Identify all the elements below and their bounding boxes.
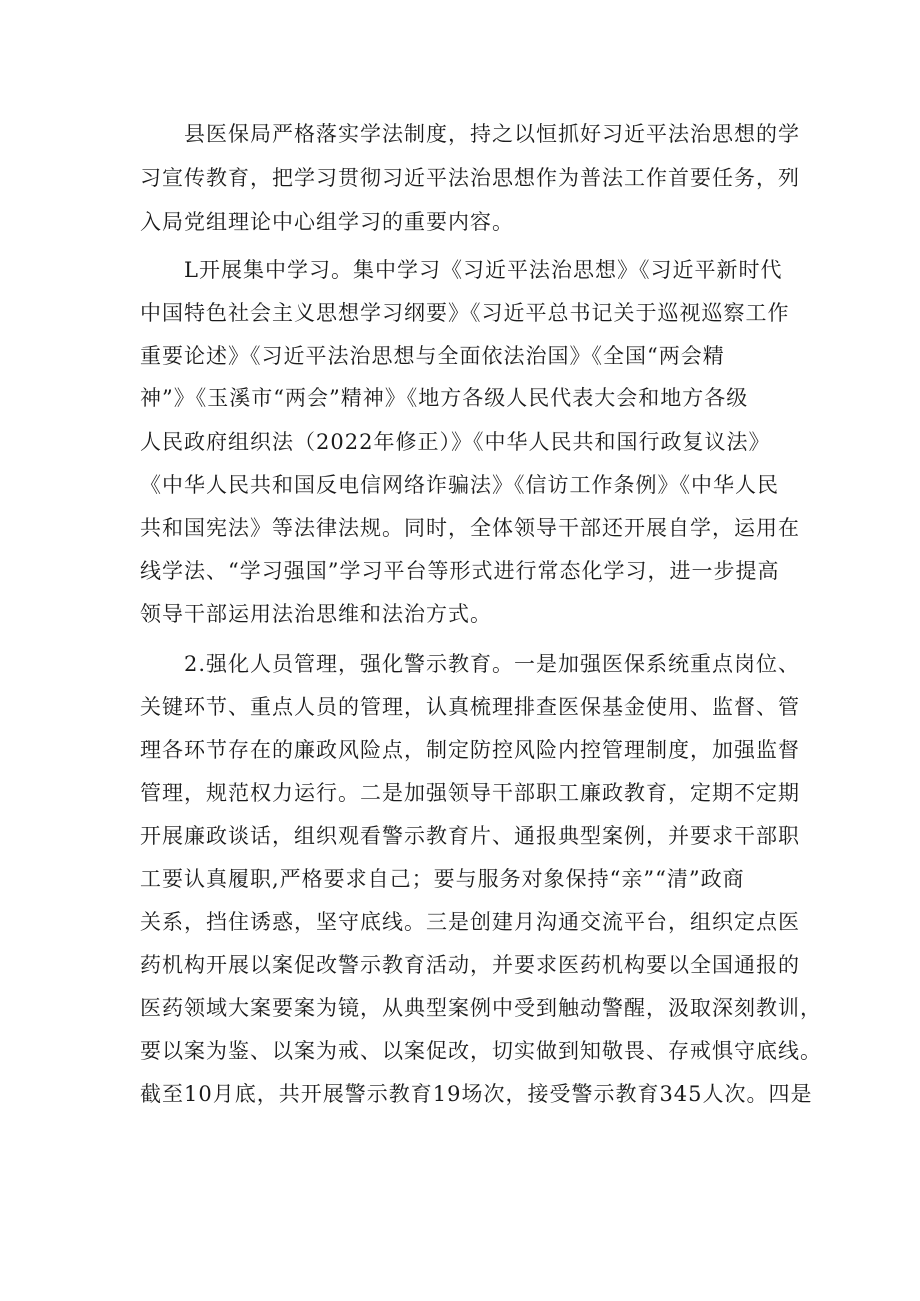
item-1-line-2: 中国特色社会主义思想学习纲要》《习近平总书记关于巡视巡察工作 bbox=[140, 301, 790, 325]
item-2-line-5: 开展廉政谈话，组织观看警示教育片、通报典型案例，并要求干部职 bbox=[140, 824, 800, 848]
item-2-line-3: 理各环节存在的廉政风险点，制定防控风险内控管理制度，加强监督 bbox=[140, 738, 800, 762]
item-2-line-1: 2.强化人员管理，强化警示教育。一是加强医保系统重点岗位、 bbox=[184, 652, 801, 676]
intro-line-1: 县医保局严格落实学法制度，持之以恒抓好习近平法治思想的学 bbox=[184, 122, 800, 146]
item-1-line-8: 线学法、“学习强国”学习平台等形式进行常态化学习，进一步提高 bbox=[140, 559, 780, 583]
item-2-line-7: 关系，挡住诱惑，坚守底线。三是创建月沟通交流平台，组织定点医 bbox=[140, 910, 800, 934]
item-2-line-10: 要以案为鉴、以案为戒、以案促改，切实做到知敬畏、存戒惧守底线。 bbox=[140, 1039, 822, 1063]
item-1-line-3: 重要论述》《习近平法治思想与全面依法治国》《全国“两会精 bbox=[140, 344, 725, 368]
item-2-line-8: 药机构开展以案促改警示教育活动，并要求医药机构要以全国通报的 bbox=[140, 953, 800, 977]
item-1-line-6: 《中华人民共和国反电信网络诈骗法》《信访工作条例》《中华人民 bbox=[140, 473, 779, 497]
item-2-line-4: 管理，规范权力运行。二是加强领导干部职工廉政教育，定期不定期 bbox=[140, 781, 800, 805]
item-2-line-2: 关键环节、重点人员的管理，认真梳理排查医保基金使用、监督、管 bbox=[140, 695, 800, 719]
item-1-line-9: 领导干部运用法治思维和法治方式。 bbox=[140, 602, 492, 626]
item-1-line-1: L开展集中学习。集中学习《习近平法治思想》《习近平新时代 bbox=[184, 258, 783, 282]
intro-line-2: 习宣传教育，把学习贯彻习近平法治思想作为普法工作首要任务，列 bbox=[140, 166, 800, 190]
item-1-line-7: 共和国宪法》等法律法规。同时，全体领导干部还开展自学，运用在 bbox=[140, 516, 800, 540]
item-2-line-11: 截至10月底，共开展警示教育19场次，接受警示教育345人次。四是 bbox=[140, 1082, 813, 1106]
item-2-line-6: 工要认真履职,严格要求自己；要与服务对象保持“亲”“清”政商 bbox=[140, 867, 745, 891]
item-1-line-5: 人民政府组织法（2022年修正）》《中华人民共和国行政复议法》 bbox=[140, 430, 771, 454]
item-1-line-4: 神”》《玉溪市“两会”精神》《地方各级人民代表大会和地方各级 bbox=[140, 386, 749, 410]
item-2-line-9: 医药领域大案要案为镜，从典型案例中受到触动警醒，汲取深刻教训， bbox=[140, 996, 822, 1020]
intro-line-3: 入局党组理论中心组学习的重要内容。 bbox=[140, 210, 514, 234]
